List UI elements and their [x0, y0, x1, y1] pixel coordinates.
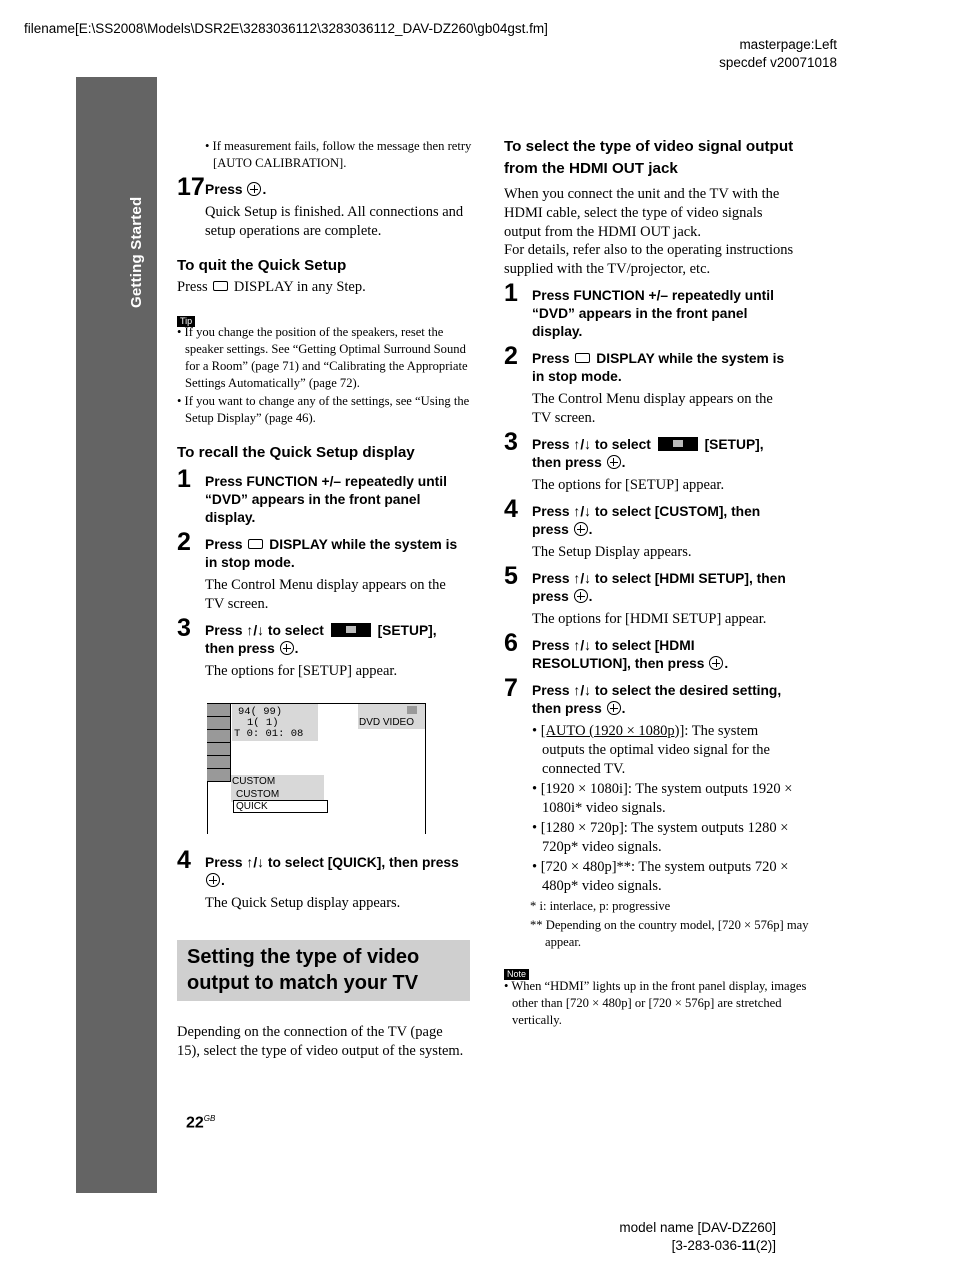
step-instruction: Press ↑/↓ to select [HDMI SETUP], then press .	[532, 571, 786, 604]
list-item: • [AUTO (1920 × 1080p)]: The system outputs the optimal video signal for the connected TV.	[532, 723, 770, 777]
step-number: 2	[504, 342, 518, 370]
tip-label: Tip	[177, 316, 195, 327]
step-body: The Quick Setup display appears.	[205, 895, 401, 911]
step-instruction: Press ↑/↓ to select [SETUP], then press .	[532, 437, 764, 470]
document-code-footer: [3-283-036-11(2)]	[671, 1238, 776, 1253]
tip-bullet: • If you change the position of the speakers, reset the speaker settings. See “Getting Optimal Surround Sound for a Room” (page 71) and “Calibrating the Appropriate Settings Automatically” (page 72).	[177, 325, 468, 390]
list-item: • [720 × 480p]**: The system outputs 720 × 480p* video signals.	[532, 859, 789, 894]
media-type-label: DVD VIDEO	[359, 717, 415, 728]
step-number: 3	[504, 428, 518, 456]
specdef-label: specdef v20071018	[719, 55, 837, 70]
step-instruction: Press FUNCTION +/– repeatedly until “DVD” appears in the front panel display.	[205, 474, 447, 525]
step-body: Quick Setup is finished. All connections and setup operations are complete.	[205, 204, 464, 239]
section-body: Depending on the connection of the TV (page 15), select the type of video output of the system.	[177, 1024, 464, 1059]
masterpage-label: masterpage:Left	[739, 37, 837, 52]
enter-button-icon	[607, 455, 621, 469]
step-instruction: Press DISPLAY while the system is in stop mode.	[205, 537, 458, 570]
step-body: The options for [SETUP] appear.	[532, 477, 725, 493]
step-number: 1	[504, 279, 518, 307]
setup-option-quick: QUICK	[236, 801, 268, 812]
step-number: 7	[504, 674, 518, 702]
resolution-options-list	[532, 722, 796, 896]
section-title-box	[177, 940, 470, 1001]
step-instruction: Press ↑/↓ to select the desired setting, then press .	[532, 683, 782, 716]
step-body: The Setup Display appears.	[532, 544, 692, 560]
step-number: 1	[177, 465, 191, 493]
disc-indicator-icon	[407, 706, 417, 714]
time-counter: T 0: 01: 08	[234, 728, 304, 740]
display-button-icon	[248, 539, 263, 549]
step-body: The Control Menu display appears on the TV screen.	[532, 391, 773, 426]
step-number: 2	[177, 528, 191, 556]
step-number: 4	[177, 846, 191, 874]
tip-bullet: • If you want to change any of the settings, see “Using the Setup Display” (page 46).	[177, 394, 470, 425]
setup-toolbox-icon	[331, 623, 371, 637]
enter-button-icon	[206, 873, 220, 887]
step-number: 17	[177, 173, 205, 201]
enter-button-icon	[709, 656, 723, 670]
note-label: Note	[504, 969, 529, 980]
quick-setup-screen	[207, 703, 426, 834]
enter-button-icon	[280, 641, 294, 655]
setup-menu-title: CUSTOM	[232, 776, 276, 787]
enter-button-icon	[607, 701, 621, 715]
display-button-icon	[213, 281, 228, 291]
quit-heading: To quit the Quick Setup	[177, 257, 347, 274]
enter-button-icon	[247, 182, 261, 196]
file-path-header: filename[E:\SS2008\Models\DSR2E\3283036112\3283036112_DAV-DZ260\gb04gst.fm]	[24, 21, 548, 36]
step-number: 5	[504, 562, 518, 590]
step-instruction: Press ↑/↓ to select [QUICK], then press .	[205, 855, 459, 888]
menu-icon-column	[207, 704, 231, 787]
enter-button-icon	[574, 589, 588, 603]
step-body: The Control Menu display appears on the TV screen.	[205, 577, 446, 612]
list-item: • [1920 × 1080i]: The system outputs 1920 × 1080i* video signals.	[532, 781, 793, 816]
intro-bullet: • If measurement fails, follow the message then retry [AUTO CALIBRATION].	[205, 139, 472, 170]
enter-button-icon	[574, 522, 588, 536]
setup-toolbox-icon	[658, 437, 698, 451]
step-number: 4	[504, 495, 518, 523]
quit-text: Press DISPLAY in any Step.	[177, 279, 366, 295]
sidebar-section-label: Getting Started	[128, 196, 145, 308]
step-instruction: Press ↑/↓ to select [HDMI RESOLUTION], then press .	[532, 638, 729, 671]
list-item: • [1280 × 720p]: The system outputs 1280 × 720p* video signals.	[532, 820, 789, 855]
step-body: The options for [SETUP] appear.	[205, 663, 398, 679]
footnote: ** Depending on the country model, [720 × 576p] may appear.	[530, 918, 809, 949]
step-number: 3	[177, 614, 191, 642]
step-instruction: Press DISPLAY while the system is in stop mode.	[532, 351, 785, 384]
setup-option-custom: CUSTOM	[236, 789, 280, 800]
display-button-icon	[575, 353, 590, 363]
section-title: Setting the type of video output to match your TV	[187, 946, 420, 994]
step-instruction: Press ↑/↓ to select [CUSTOM], then press .	[532, 504, 761, 537]
recall-heading: To recall the Quick Setup display	[177, 444, 415, 461]
note-bullet: • When “HDMI” lights up in the front panel display, images other than [720 × 480p] or [720 × 576p] are stretched vertically.	[504, 979, 807, 1027]
footnote: * i: interlace, p: progressive	[530, 899, 671, 913]
title-counter: 94( 99)	[238, 706, 283, 718]
model-name-footer: model name [DAV-DZ260]	[619, 1220, 776, 1235]
step-instruction: Press ↑/↓ to select [SETUP], then press .	[205, 623, 437, 656]
chapter-counter: 1( 1)	[247, 717, 279, 729]
step-number: 6	[504, 629, 518, 657]
hdmi-heading: To select the type of video signal output from the HDMI OUT jack	[504, 138, 794, 177]
page-number: $22^{GB}$	[186, 1114, 216, 1132]
hdmi-intro-details: For details, refer also to the operating instructions supplied with the TV/projector, etc.	[504, 242, 794, 277]
step-body: The options for [HDMI SETUP] appear.	[532, 611, 767, 627]
step-instruction: Press FUNCTION +/– repeatedly until “DVD” appears in the front panel display.	[532, 288, 774, 339]
hdmi-intro: When you connect the unit and the TV with the HDMI cable, select the type of video signals output from the HDMI OUT jack.	[504, 186, 780, 240]
step-instruction: Press .	[205, 182, 267, 197]
